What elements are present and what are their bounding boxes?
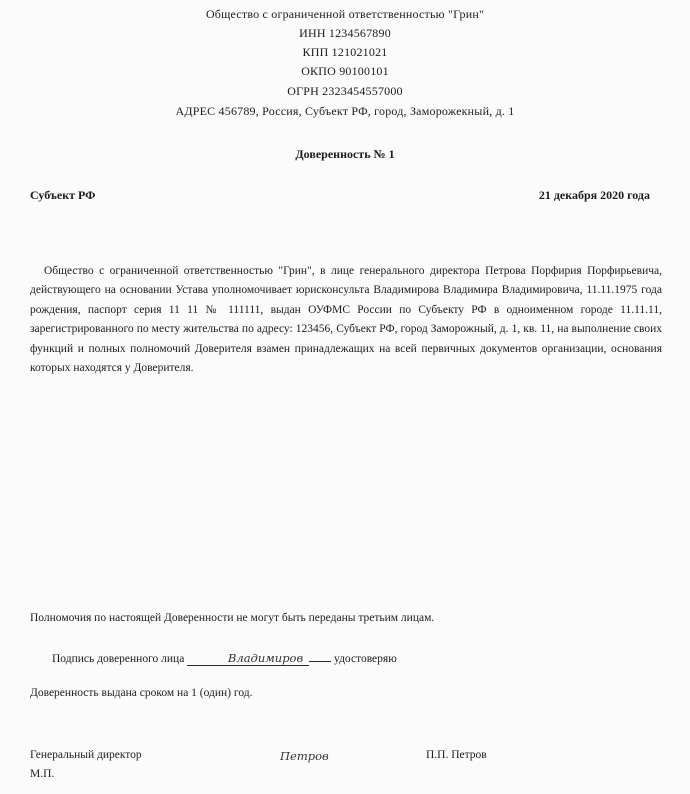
org-name: Общество с ограниченной ответственностью "Грин": [205, 7, 485, 21]
signature-value: Владимиров: [227, 651, 304, 665]
document-place: Субъект РФ: [30, 188, 96, 202]
org-okpo: ОКПО 90100101: [301, 64, 389, 78]
director-signature: Петров: [280, 749, 329, 763]
signature-field: [187, 651, 309, 666]
director-position: Генеральный директор: [30, 749, 142, 761]
validity-text: Доверенность выдана сроком на 1 (один) год.: [30, 687, 253, 699]
signature-line: [52, 651, 397, 666]
stamp-place: М.П.: [30, 768, 55, 780]
org-kpp: КПП 121021021: [302, 45, 388, 59]
org-address: АДРЕС 456789, Россия, Субъект РФ, город, Заморожекный, д. 1: [175, 104, 515, 118]
document-title: Доверенность № 1: [295, 147, 395, 161]
signature-field-tail: [309, 661, 331, 662]
org-ogrn: ОГРН 2323454557000: [287, 84, 403, 98]
transfer-note: Полномочия по настоящей Доверенности не могут быть переданы третьим лицам.: [30, 612, 435, 624]
director-name: П.П. Петров: [426, 749, 487, 761]
document-body: Общество с ограниченной ответственностью "Грин", в лице генерального директора Петрова Порфирия Порфирьевича, действующего на основании Устава уполномочивает юрисконсульта Владимирова Владимира Владимировича, 11.11.1975 года рождения, паспорт серия 11 11 № 111111, выдан ОУФМС России по Субъекту РФ в одноименном городе 11.11.11, зарегистрированного по месту жительства по адресу: 123456, Субъект РФ, город Заморожный, д. 1, кв. 11, на выполнение своих функций и полных полномочий Доверителя взамен принадлежащих на всей первичных документов организации, основания которых находятся у Доверителя.: [30, 265, 662, 375]
signature-prefix: Подпись доверенного лица: [52, 653, 185, 665]
document-date: 21 декабря 2020 года: [538, 188, 650, 202]
org-inn: ИНН 1234567890: [299, 26, 391, 40]
signature-suffix: удостоверяю: [334, 653, 397, 665]
